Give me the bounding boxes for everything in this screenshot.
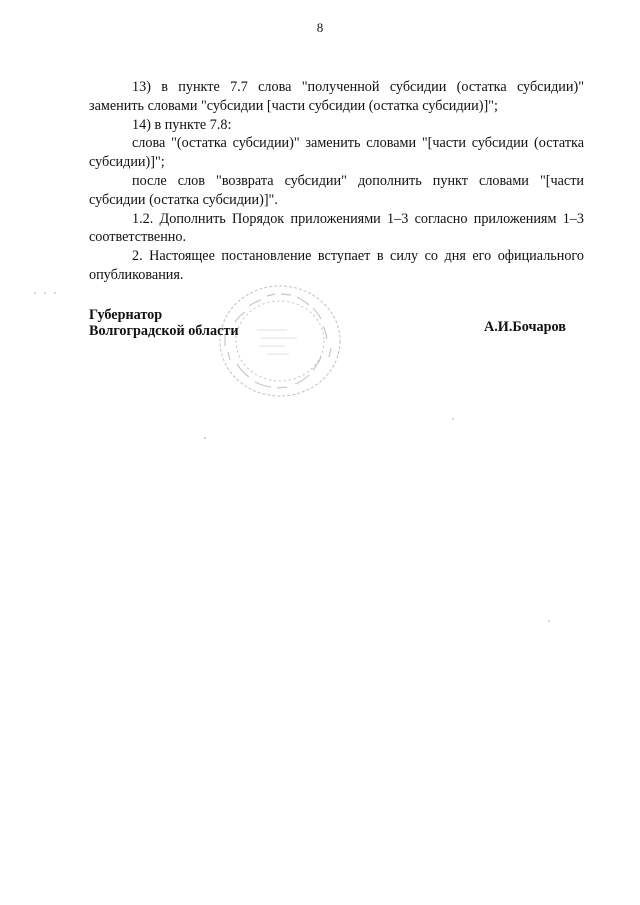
page-number: 8 xyxy=(316,20,324,35)
scan-speck xyxy=(54,292,56,294)
paragraph-14: 14) в пункте 7.8: xyxy=(132,116,232,133)
scan-speck xyxy=(548,620,550,622)
official-seal-stamp xyxy=(215,282,345,400)
paragraph-14-after-words: после слов "возврата субсидии" дополнить пункт словами "[части субсидии (остатка субсидии)]". xyxy=(89,172,584,208)
paragraph-1-2: 1.2. Дополнить Порядок приложениями 1–3 согласно приложениям 1–3 соответственно. xyxy=(89,210,584,246)
scan-speck xyxy=(34,292,36,294)
signature-title xyxy=(89,307,239,339)
signatory-name: А.И.Бочаров xyxy=(484,319,566,335)
scan-speck xyxy=(204,437,206,439)
document-body xyxy=(89,78,584,285)
paragraph-2: 2. Настоящее постановление вступает в силу со дня его официального опубликования. xyxy=(89,248,584,283)
signature-title-line2: Волгоградской области xyxy=(89,323,239,339)
scan-speck xyxy=(452,418,454,420)
paragraph-13: 13) в пункте 7.7 слова "полученной субсидии (остатка субсидии)" заменить словами "субсидии [части субсидии (остатка субсидии)]"; xyxy=(89,79,584,114)
signature-title-line1: Губернатор xyxy=(89,307,163,323)
paragraph-14-words: слова "(остатка субсидии)" заменить словами "[части субсидии (остатка субсидии)]"; xyxy=(89,135,584,171)
scan-speck xyxy=(44,292,46,294)
